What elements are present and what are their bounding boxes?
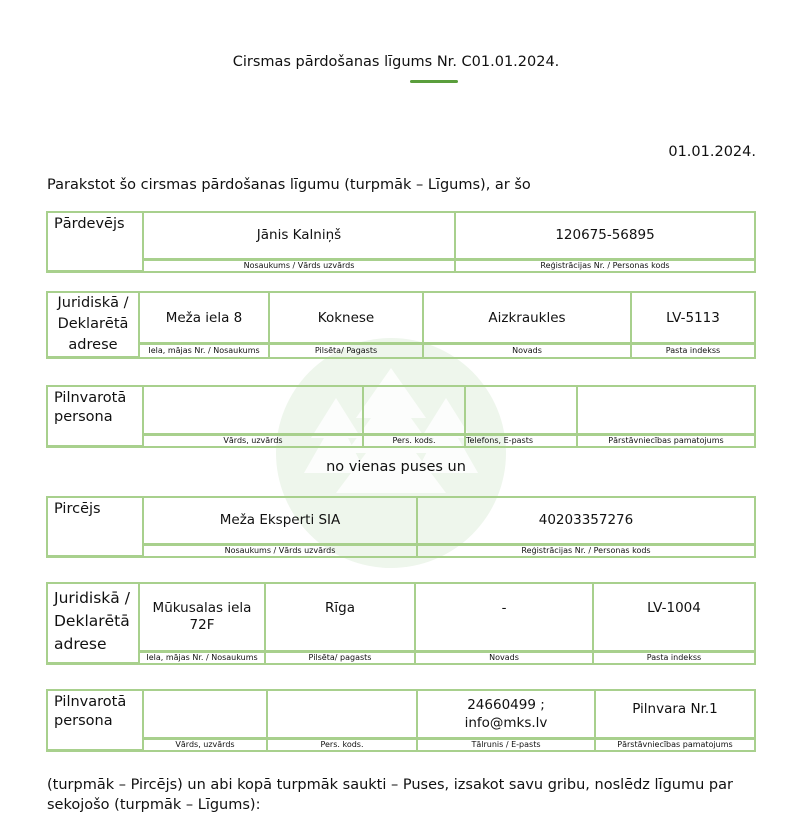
seller-rep-basis-field[interactable] xyxy=(577,386,755,434)
seller-reg-caption: Reģistrācijas Nr. / Personas kods xyxy=(455,259,755,272)
seller-representative-table xyxy=(46,385,756,448)
seller-street-caption: Iela, mājas Nr. / Nosaukums xyxy=(139,344,269,358)
buyer-rep-label: Pilnvarotā persona xyxy=(47,690,143,751)
seller-rep-contact-caption: Telefons, E-pasts xyxy=(465,434,577,447)
seller-address-label: Juridiskā / Deklarētā adrese xyxy=(47,292,139,358)
seller-name-field[interactable]: Jānis Kalniņš xyxy=(143,212,455,259)
document-date: 01.01.2024. xyxy=(668,144,756,160)
seller-rep-name-caption: Vārds, uzvārds xyxy=(143,434,363,447)
buyer-rep-contact-field[interactable]: 24660499 ; info@mks.lv xyxy=(417,690,595,738)
seller-rep-code-field[interactable] xyxy=(363,386,465,434)
seller-street-field[interactable]: Meža iela 8 xyxy=(139,292,269,344)
buyer-name-caption: Nosaukums / Vārds uzvārds xyxy=(143,544,417,557)
buyer-representative-table xyxy=(46,689,756,752)
buyer-street-caption: Iela, mājas Nr. / Nosaukums xyxy=(139,651,265,664)
document-title: Cirsmas pārdošanas līgums Nr. C01.01.2024. xyxy=(232,54,560,70)
seller-city-field[interactable]: Koknese xyxy=(269,292,423,344)
buyer-name-field[interactable]: Meža Eksperti SIA xyxy=(143,497,417,544)
seller-postal-field[interactable]: LV-5113 xyxy=(631,292,755,344)
seller-rep-contact-field[interactable] xyxy=(465,386,577,434)
buyer-address-table xyxy=(46,582,756,665)
buyer-rep-contact-caption: Tālrunis / E-pasts xyxy=(417,738,595,751)
seller-rep-basis-caption: Pārstāvniecības pamatojums xyxy=(577,434,755,447)
closing-line-2: sekojošo (turpmāk – Līgums): xyxy=(47,797,261,813)
buyer-rep-basis-field[interactable]: Pilnvara Nr.1 xyxy=(595,690,755,738)
buyer-table xyxy=(46,496,756,558)
seller-county-field[interactable]: Aizkraukles xyxy=(423,292,631,344)
buyer-city-field[interactable]: Rīga xyxy=(265,583,415,651)
seller-rep-name-field[interactable] xyxy=(143,386,363,434)
seller-postal-caption: Pasta indekss xyxy=(631,344,755,358)
buyer-rep-code-field[interactable] xyxy=(267,690,417,738)
buyer-postal-field[interactable]: LV-1004 xyxy=(593,583,755,651)
buyer-county-field[interactable]: - xyxy=(415,583,593,651)
buyer-rep-basis-caption: Pārstāvniecības pamatojums xyxy=(595,738,755,751)
seller-rep-code-caption: Pers. kods. xyxy=(363,434,465,447)
seller-reg-field[interactable]: 120675-56895 xyxy=(455,212,755,259)
seller-table xyxy=(46,211,756,273)
seller-address-table xyxy=(46,291,756,359)
buyer-reg-caption: Reģistrācijas Nr. / Personas kods xyxy=(417,544,755,557)
buyer-address-label: Juridiskā / Deklarētā adrese xyxy=(47,583,139,664)
buyer-city-caption: Pilsēta/ pagasts xyxy=(265,651,415,664)
buyer-rep-name-caption: Vārds, uzvārds xyxy=(143,738,267,751)
closing-line-1: (turpmāk – Pircējs) un abi kopā turpmāk saukti – Puses, izsakot savu gribu, noslēdz līgumu par xyxy=(47,777,733,793)
buyer-rep-code-caption: Pers. kods. xyxy=(267,738,417,751)
buyer-label: Pircējs xyxy=(47,497,143,557)
intro-paragraph: Parakstot šo cirsmas pārdošanas līgumu (turpmāk – Līgums), ar šo xyxy=(47,177,531,193)
seller-name-caption: Nosaukums / Vārds uzvārds xyxy=(143,259,455,272)
title-underline xyxy=(410,80,458,83)
middle-text: no vienas puses un xyxy=(326,459,466,475)
seller-city-caption: Pilsēta/ Pagasts xyxy=(269,344,423,358)
buyer-county-caption: Novads xyxy=(415,651,593,664)
buyer-postal-caption: Pasta indekss xyxy=(593,651,755,664)
seller-label: Pārdevējs xyxy=(47,212,143,272)
seller-rep-label: Pilnvarotā persona xyxy=(47,386,143,447)
buyer-rep-name-field[interactable] xyxy=(143,690,267,738)
buyer-reg-field[interactable]: 40203357276 xyxy=(417,497,755,544)
seller-county-caption: Novads xyxy=(423,344,631,358)
buyer-street-field[interactable]: Mūkusalas iela 72F xyxy=(139,583,265,651)
